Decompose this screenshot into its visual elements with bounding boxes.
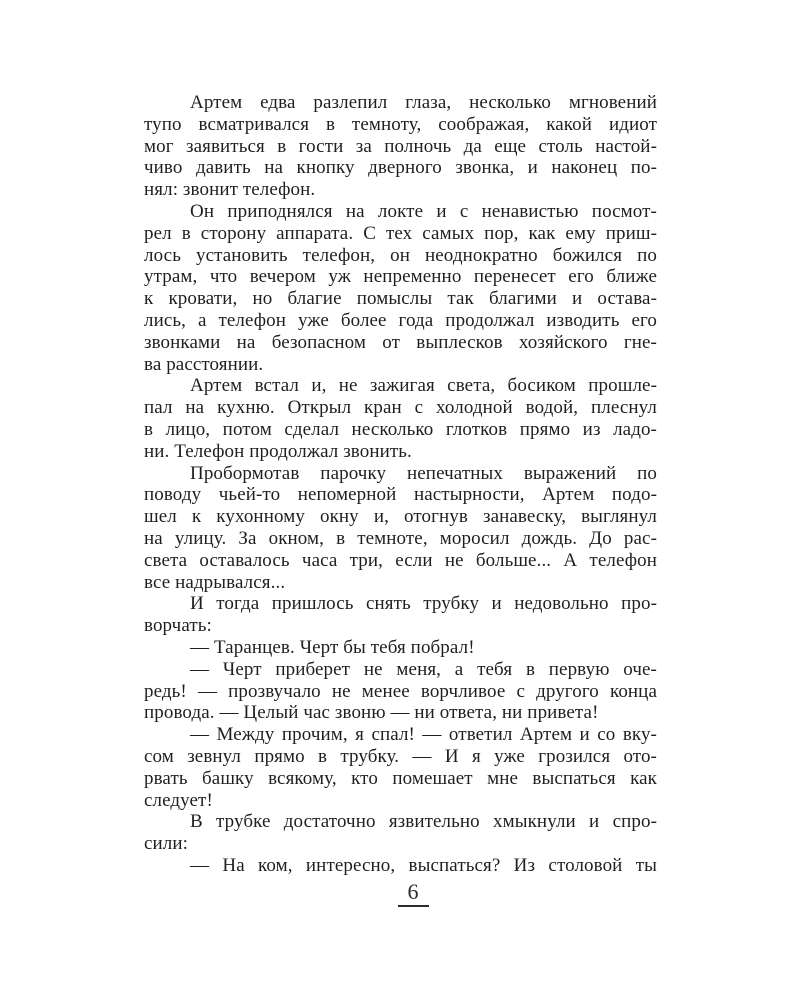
text-line: нял: звонит телефон. bbox=[144, 179, 316, 201]
text-line: следует! bbox=[144, 789, 213, 811]
paragraph bbox=[144, 724, 657, 811]
text-line: — Таранцев. Черт бы тебя побрал! bbox=[190, 636, 475, 658]
paragraph bbox=[144, 637, 657, 659]
paragraph bbox=[144, 463, 657, 594]
text-line: провода. — Целый час звоню — ни ответа, ни привета! bbox=[144, 702, 599, 724]
text-line: сом зевнул прямо в трубку. — И я уже грозился ото- bbox=[144, 745, 657, 767]
text-line: чиво давить на кнопку дверного звонка, и наконец по- bbox=[144, 157, 657, 179]
page-footer bbox=[13, 880, 800, 907]
text-line: — Черт приберет не меня, а тебя в первую оче- bbox=[190, 658, 657, 680]
text-line: на улицу. За окном, в темноте, моросил дождь. До рас- bbox=[144, 527, 657, 549]
text-line: Пробормотав парочку непечатных выражений по bbox=[190, 462, 657, 484]
text-line: звонками на безопасном от выплесков хозяйского гне- bbox=[144, 331, 657, 353]
page-text-block bbox=[144, 92, 657, 877]
text-line: сили: bbox=[144, 833, 189, 855]
text-line: мог заявиться в гости за полночь да еще столь настой- bbox=[144, 135, 657, 157]
text-line: поводу чьей-то непомерной настырности, Артем подо- bbox=[144, 484, 657, 506]
text-line: И тогда пришлось снять трубку и недовольно про- bbox=[190, 593, 657, 615]
text-line: Он приподнялся на локте и с ненавистью посмот- bbox=[190, 200, 657, 222]
paragraph bbox=[144, 375, 657, 462]
text-line: В трубке достаточно язвительно хмыкнули и спро- bbox=[190, 811, 657, 833]
text-line: ворчать: bbox=[144, 615, 212, 637]
text-line: Артем встал и, не зажигая света, босиком прошле- bbox=[190, 375, 657, 397]
paragraph bbox=[144, 855, 657, 877]
paragraph bbox=[144, 92, 657, 201]
text-line: утрам, что вечером уж непременно перенесет его ближе bbox=[144, 266, 657, 288]
text-line: рел в сторону аппарата. С тех самых пор, как ему приш- bbox=[144, 222, 657, 244]
paragraph bbox=[144, 201, 657, 375]
text-line: шел к кухонному окну и, отогнув занавеску, выглянул bbox=[144, 506, 657, 528]
text-line: — На ком, интересно, выспаться? Из столовой ты bbox=[190, 854, 657, 876]
text-line: пал на кухню. Открыл кран с холодной водой, плеснул bbox=[144, 397, 657, 419]
text-line: лось установить телефон, он неоднократно божился по bbox=[144, 244, 657, 266]
text-line: в лицо, потом сделал несколько глотков прямо из ладо- bbox=[144, 418, 657, 440]
paragraph bbox=[144, 659, 657, 724]
text-line: лись, а телефон уже более года продолжал изводить его bbox=[144, 309, 657, 331]
text-line: ва расстоянии. bbox=[144, 353, 264, 375]
text-line: — Между прочим, я спал! — ответил Артем и со вку- bbox=[190, 724, 657, 746]
text-line: к кровати, но благие помыслы так благими и остава- bbox=[144, 288, 657, 310]
text-line: все надрывался... bbox=[144, 571, 286, 593]
text-line: ни. Телефон продолжал звонить. bbox=[144, 440, 412, 462]
text-line: Артем едва разлепил глаза, несколько мгновений bbox=[190, 92, 657, 113]
paragraph bbox=[144, 811, 657, 855]
text-line: тупо всматривался в темноту, соображая, какой идиот bbox=[144, 113, 657, 135]
page-number: 6 bbox=[398, 880, 429, 907]
text-line: рвать башку всякому, кто помешает мне выспаться как bbox=[144, 767, 657, 789]
paragraph bbox=[144, 593, 657, 637]
text-line: редь! — прозвучало не менее ворчливое с другого конца bbox=[144, 680, 657, 702]
text-line: света оставалось часа три, если не больше... А телефон bbox=[144, 549, 657, 571]
